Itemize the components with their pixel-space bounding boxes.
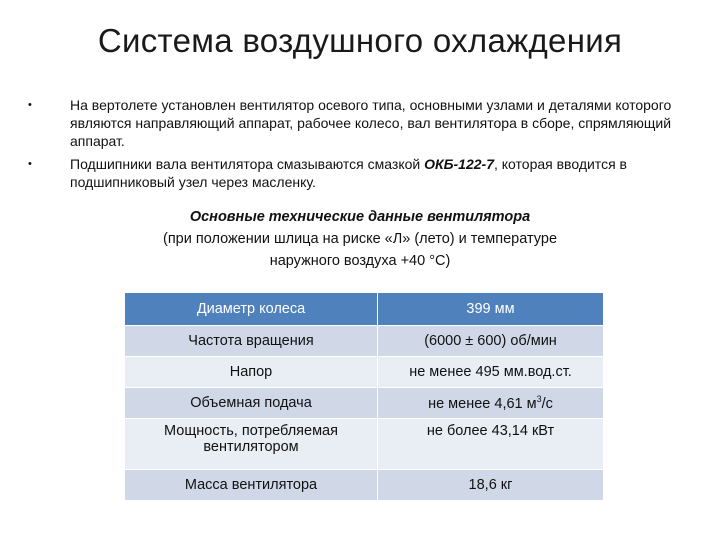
table-cell-label: Диаметр колеса (125, 293, 378, 326)
value-unit: /с (541, 395, 553, 412)
table-cell-label: Масса вентилятора (125, 470, 378, 501)
bullet-marker: • (28, 158, 32, 170)
bullet-list (28, 96, 688, 196)
table-cell-label: Частота вращения (125, 326, 378, 357)
table-cell-label: Объемная подача (125, 388, 378, 419)
bullet-item (28, 96, 688, 150)
table-row (125, 388, 604, 419)
table-cell-value: 18,6 кг (378, 470, 604, 501)
slide-title: Система воздушного охлаждения (97, 22, 623, 59)
specs-caption (80, 206, 640, 272)
table-cell-value: (6000 ± 600) об/мин (378, 326, 604, 357)
table-cell-label: Напор (125, 357, 378, 388)
bullet-text-before: Подшипники вала вентилятора смазываются смазкой (70, 156, 425, 172)
table-cell-label: Мощность, потребляемая вентилятором (125, 419, 378, 470)
bullet-item (28, 155, 688, 191)
specs-heading: Основные технические данные вентилятора (189, 209, 531, 225)
table-row (125, 326, 604, 357)
table-cell-value: 399 мм (378, 293, 604, 326)
value-superscript: 3 (536, 394, 542, 405)
specs-condition-line1: (при положении шлица на риске «Л» (лето) и температуре (162, 231, 558, 247)
specs-condition-line2: наружного воздуха +40 °С) (269, 253, 451, 269)
table-header-row (125, 293, 604, 326)
table-row (125, 357, 604, 388)
table-cell-value (378, 388, 604, 419)
value-text: не менее 4,61 м (428, 395, 537, 412)
bullet-text: На вертолете установлен вентилятор осевого типа, основными узлами и деталями которого являются направляющий аппарат, рабочее колесо, вал вентилятора в сборе, спрямляющий аппарат. (70, 97, 672, 149)
bullet-text-after: , которая вводится в подшипниковый узел через масленку. (70, 156, 627, 190)
table-cell-value: не более 43,14 кВт (378, 419, 604, 470)
table-row (125, 419, 604, 470)
table-row (125, 470, 604, 501)
bullet-marker: • (28, 99, 32, 111)
specs-table (124, 292, 604, 501)
table-cell-value: не менее 495 мм.вод.ст. (378, 357, 604, 388)
lubricant-name: ОКБ-122-7 (424, 156, 494, 172)
